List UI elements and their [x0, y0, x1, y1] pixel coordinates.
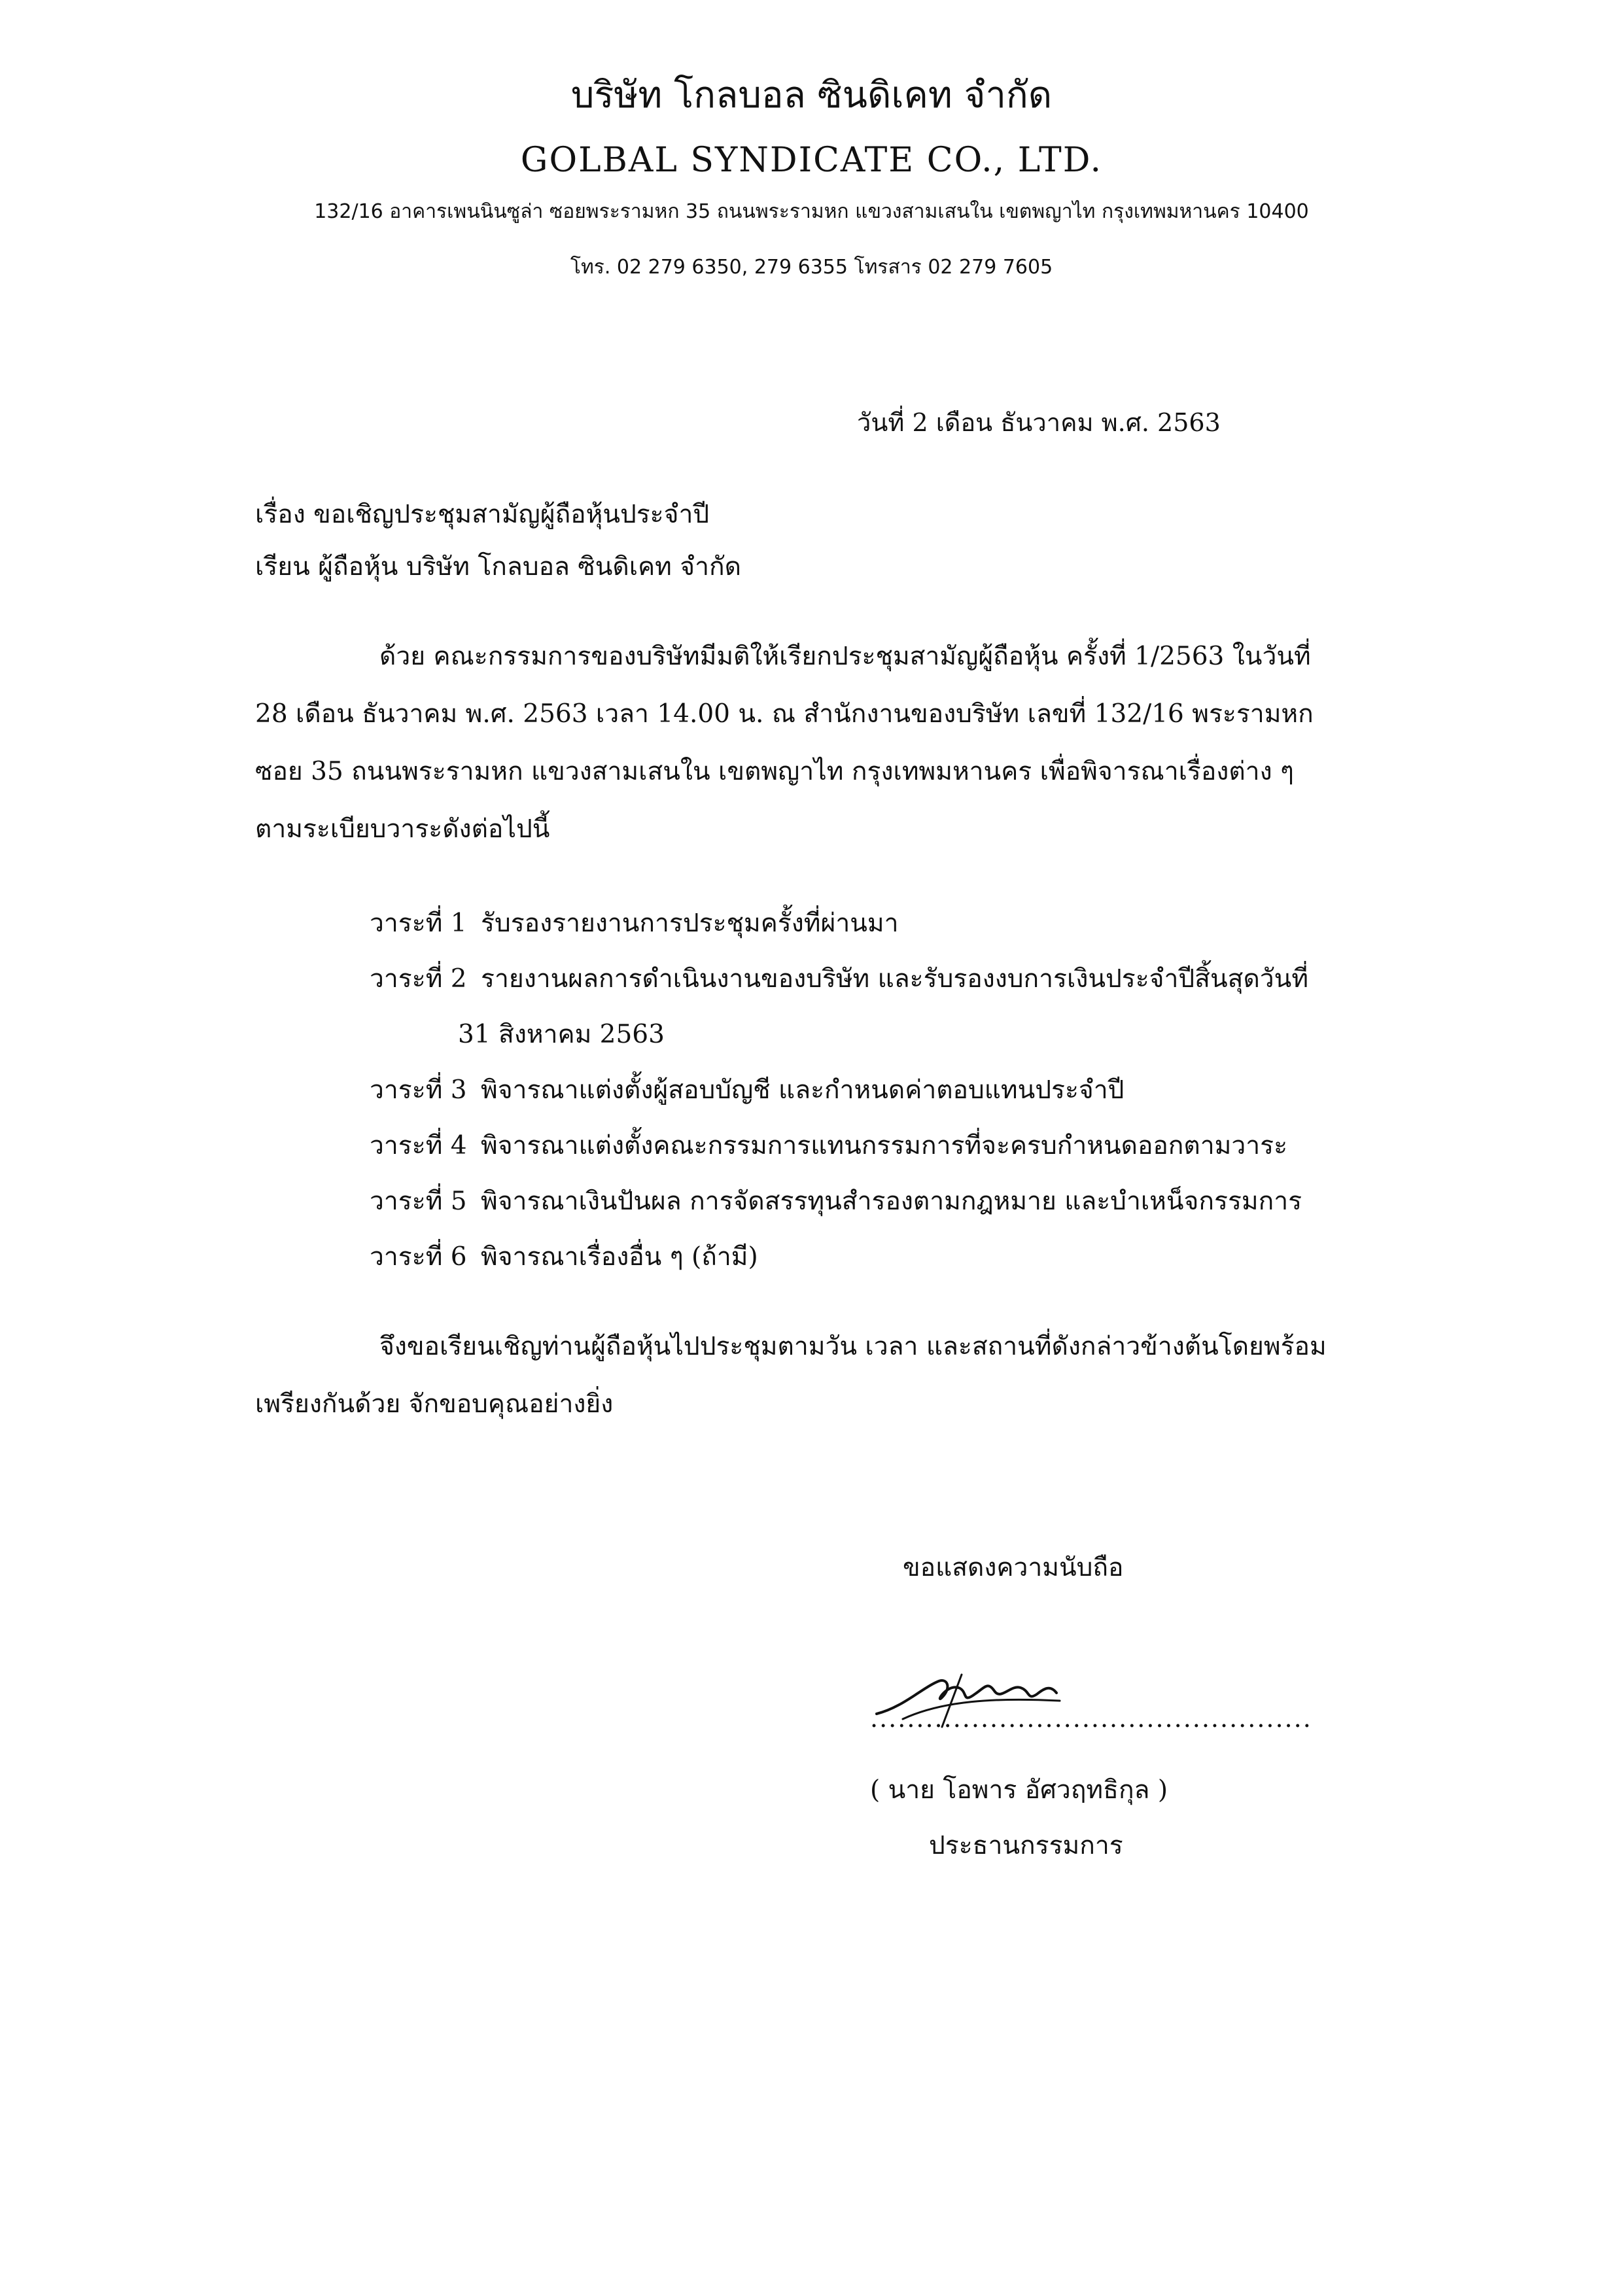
body-paragraph — [255, 628, 1380, 858]
complimentary-close: ขอแสดงความนับถือ — [903, 1553, 1124, 1582]
signature-line: ................................................ — [870, 1704, 1312, 1733]
company-phone: โทร. 02 279 6350, 279 6355 โทรสาร 02 279 7605 — [570, 256, 1053, 279]
agenda-text: พิจารณาแต่งตั้งผู้สอบบัญชี และกำหนดค่าตอบแทนประจำปี — [481, 1075, 1125, 1105]
agenda-text: รับรองรายงานการประชุมครั้งที่ผ่านมา — [481, 909, 899, 938]
agenda-text: พิจารณาแต่งตั้งคณะกรรมการแทนกรรมการที่จะครบกำหนดออกตามวาระ — [481, 1131, 1288, 1160]
agenda-number: วาระที่ 4 — [370, 1131, 467, 1160]
agenda-text: รายงานผลการดำเนินงานของบริษัท และรับรองงบการเงินประจำปีสิ้นสุดวันที่ — [481, 964, 1309, 994]
agenda-item-1 — [370, 903, 899, 943]
agenda-item-6 — [370, 1236, 758, 1277]
signer-name: ( นาย โอพาร อัศวฤทธิกุล ) — [870, 1775, 1168, 1805]
agenda-text: พิจารณาเงินปันผล การจัดสรรทุนสำรองตามกฎหมาย และบำเหน็จกรรมการ — [481, 1187, 1302, 1216]
company-address: 132/16 อาคารเพนนินซูล่า ซอยพระรามหก 35 ถนนพระรามหก แขวงสามเสนใน เขตพญาไท กรุงเทพมหานคร 10400 — [314, 200, 1309, 223]
body-line: ด้วย คณะกรรมการของบริษัทมีมติให้เรียกประชุมสามัญผู้ถือหุ้น ครั้งที่ 1/2563 ในวันที่ — [379, 642, 1311, 671]
agenda-number: วาระที่ 5 — [370, 1187, 467, 1216]
agenda-item-4 — [370, 1125, 1287, 1166]
body-line: ซอย 35 ถนนพระรามหก แขวงสามเสนใน เขตพญาไท กรุงเทพมหานคร เพื่อพิจารณาเรื่องต่าง ๆ — [255, 757, 1294, 786]
agenda-text: พิจารณาเรื่องอื่น ๆ (ถ้ามี) — [481, 1242, 758, 1272]
letter-date: วันที่ 2 เดือน ธันวาคม พ.ศ. 2563 — [857, 408, 1221, 437]
signer-position: ประธานกรรมการ — [929, 1831, 1123, 1860]
agenda-number: วาระที่ 3 — [370, 1075, 467, 1105]
closing-line: จึงขอเรียนเชิญท่านผู้ถือหุ้นไปประชุมตามวัน เวลา และสถานที่ดังกล่าวข้างต้นโดยพร้อม — [379, 1332, 1327, 1361]
agenda-item-3 — [370, 1070, 1124, 1110]
agenda-number: วาระที่ 1 — [370, 909, 467, 938]
company-name-thai: บริษัท โกลบอล ซินดิเคท จำกัด — [570, 74, 1053, 116]
closing-paragraph — [255, 1318, 1327, 1433]
body-line: ตามระเบียบวาระดังต่อไปนี้ — [255, 814, 550, 844]
closing-line: เพรียงกันด้วย จักขอบคุณอย่างยิ่ง — [255, 1389, 614, 1419]
agenda-number: วาระที่ 6 — [370, 1242, 467, 1272]
letter-subject: เรื่อง ขอเชิญประชุมสามัญผู้ถือหุ้นประจำปี — [255, 500, 710, 529]
agenda-item-2 — [370, 958, 1308, 999]
agenda-number: วาระที่ 2 — [370, 964, 467, 994]
body-line: 28 เดือน ธันวาคม พ.ศ. 2563 เวลา 14.00 น. ณ สำนักงานของบริษัท เลขที่ 132/16 พระรามหก — [255, 699, 1314, 729]
agenda-item-5 — [370, 1181, 1302, 1221]
agenda-item-2-continuation: 31 สิงหาคม 2563 — [458, 1020, 665, 1049]
company-name-english: GOLBAL SYNDICATE CO., LTD. — [520, 141, 1103, 180]
letter-recipient: เรียน ผู้ถือหุ้น บริษัท โกลบอล ซินดิเคท จำกัด — [255, 552, 741, 582]
